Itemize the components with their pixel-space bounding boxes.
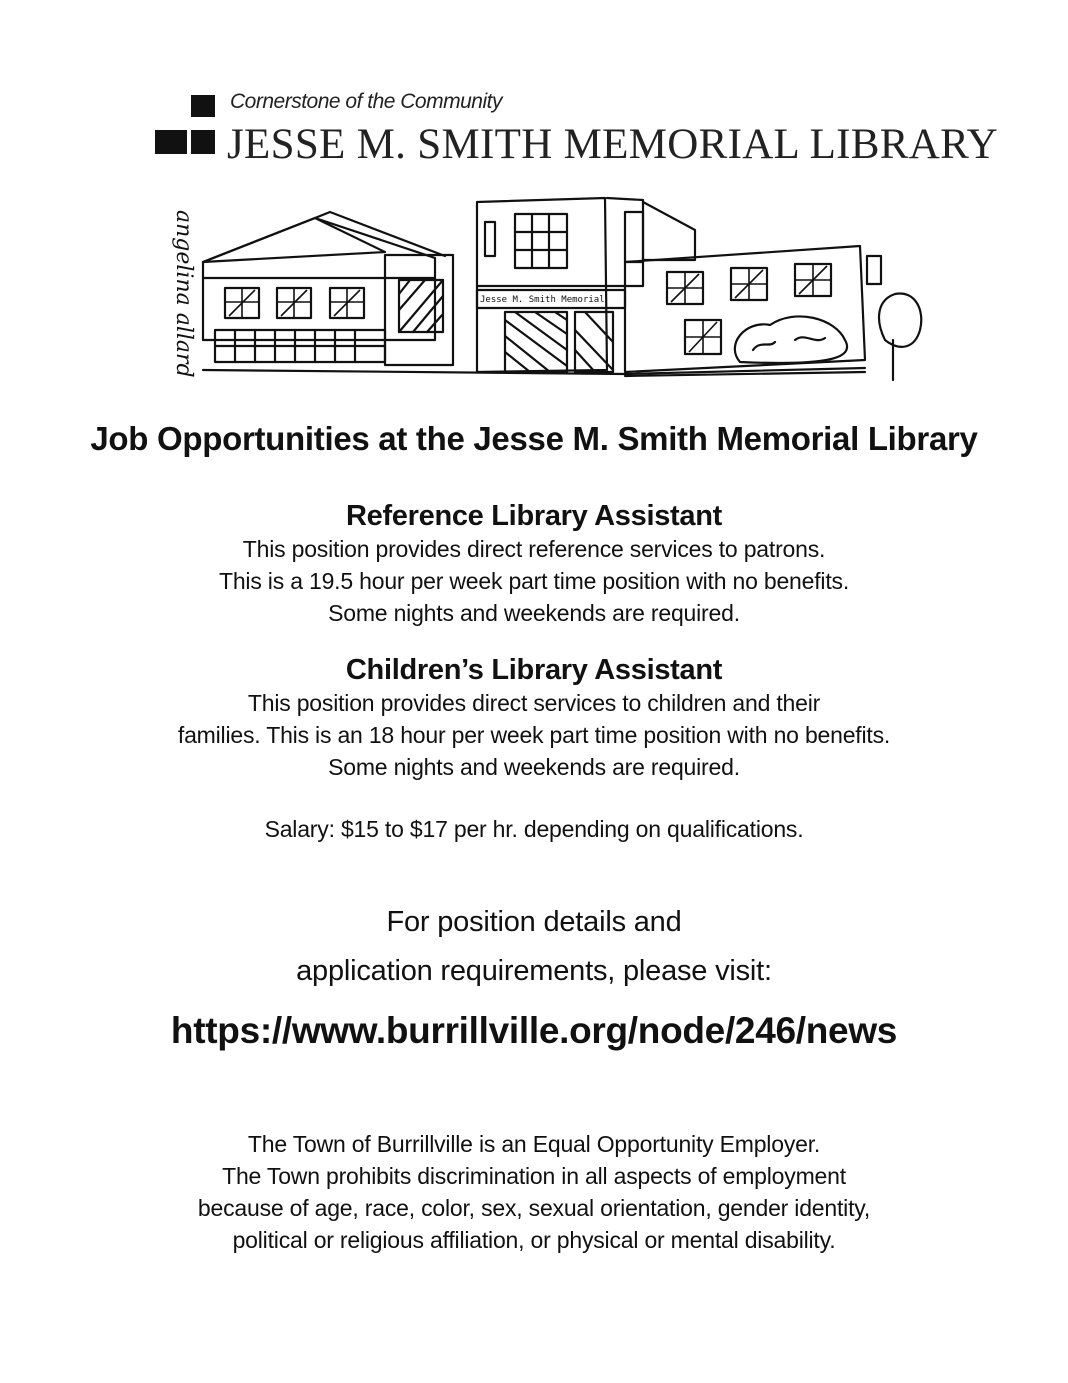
job-title: Reference Library Assistant [345,500,723,532]
visit-instructions [0,898,1068,996]
equal-opportunity-statement [0,1128,1068,1256]
visit-line: application requirements, please visit: [296,955,772,987]
job-description-line: This position provides direct reference services to patrons. [242,536,826,562]
job-childrens-assistant [0,654,1068,783]
eoe-line: The Town prohibits discrimination in all aspects of employment [222,1163,846,1189]
eoe-line: political or religious affiliation, or physical or mental disability. [232,1227,836,1253]
artist-signature: angelina allard [171,210,196,378]
job-description-line: This is a 19.5 hour per week part time position with no benefits. [218,568,850,594]
eoe-line: because of age, race, color, sex, sexual orientation, gender identity, [197,1195,871,1221]
logo-library-name: JESSE M. SMITH MEMORIAL LIBRARY [227,121,999,168]
job-title: Children’s Library Assistant [345,654,723,686]
salary-info: Salary: $15 to $17 per hr. depending on qualifications. [264,816,804,842]
job-reference-assistant [0,500,1068,629]
page-title: Job Opportunities at the Jesse M. Smith Memorial Library [90,420,978,457]
job-description-line: This position provides direct services to children and their [247,690,821,716]
eoe-line: The Town of Burrillville is an Equal Opportunity Employer. [247,1131,821,1157]
job-description-line: Some nights and weekends are required. [328,754,740,780]
job-description-line: Some nights and weekends are required. [328,600,740,626]
visit-line: For position details and [386,906,682,938]
library-logo [155,90,999,170]
building-sketch-drawing [155,190,925,390]
building-sign: Jesse M. Smith Memorial [480,295,605,305]
library-building-sketch [155,190,925,390]
application-url: https://www.burrillville.org/node/246/news [170,1010,898,1051]
logo-tagline: Cornerstone of the Community [230,90,502,113]
job-description-line: families. This is an 18 hour per week part time position with no benefits. [177,722,891,748]
